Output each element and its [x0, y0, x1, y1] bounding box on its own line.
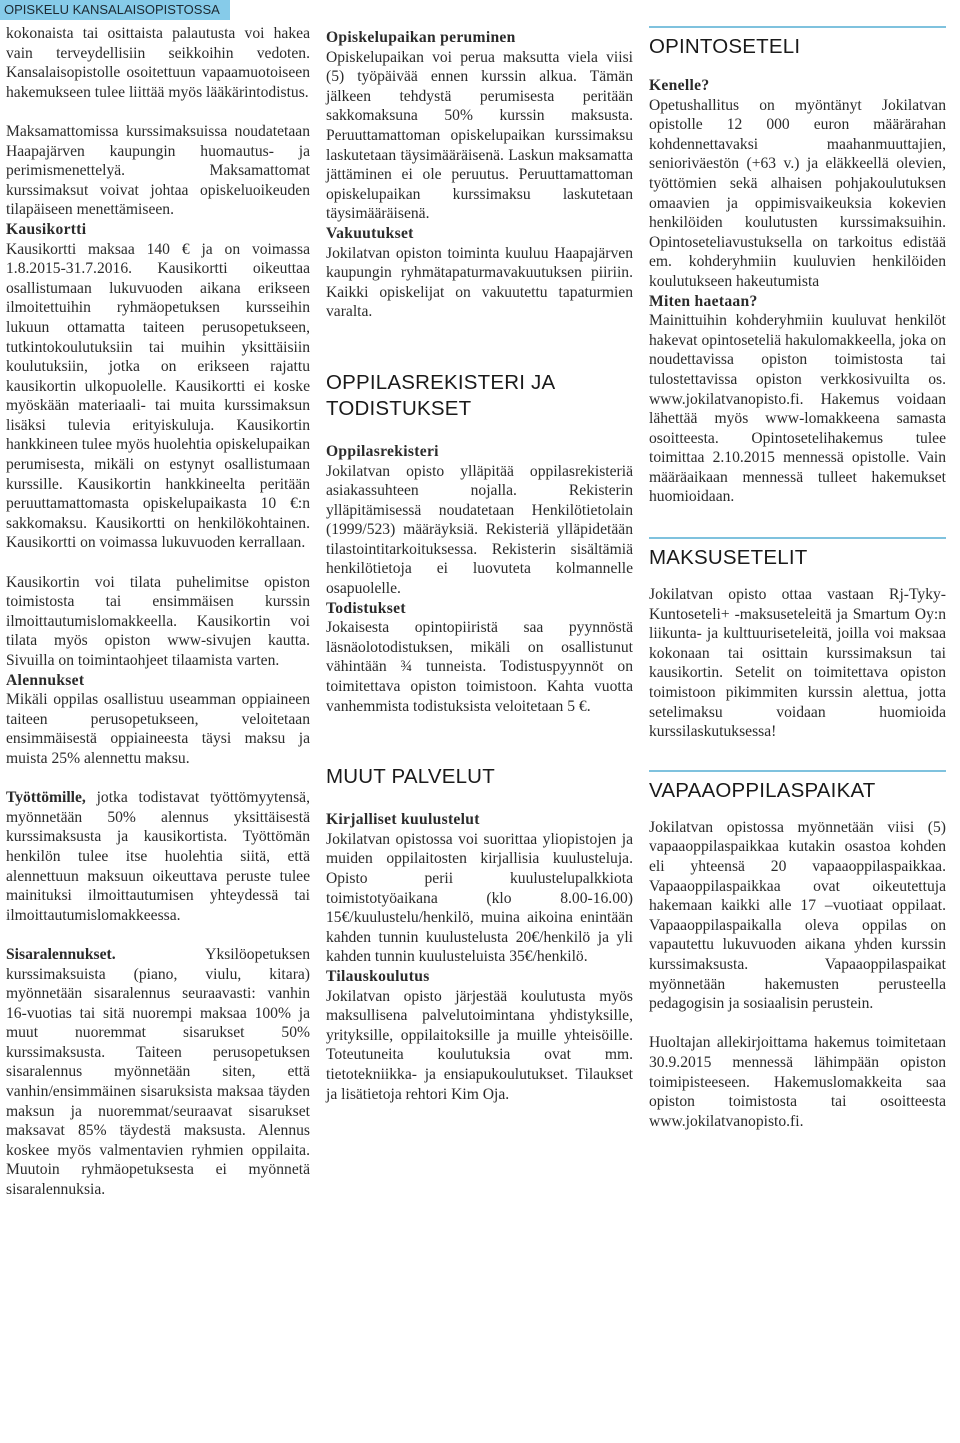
paragraph: Opiskelupaikan voi perua maksutta viela viisi (5) työpäivää ennen kurssin alkua. Tämän jälkeen tehdystä perumisesta peritään sakkomaksuna 50% kurssin maksusta. Peruuttamattoman opiskelupaikan kurssimaksu laskutetaan täysimääräisenä. Laskun maksamatta jättäminen ei ole peruutus. Peruuttamattoman opiskelupaikan kurssimaksu laskutetaan täysimääräisenä. [326, 48, 633, 223]
section-title-vapaaoppilaspaikat: VAPAAOPPILASPAIKAT [649, 770, 946, 804]
paragraph-tyottomille [6, 788, 310, 925]
paragraph: Jokilatvan opisto järjestää koulutusta myös maksullisena palvelutoimintana yhdistyksille, yrityksille, oppilaitoksille ja muille yhteisöille. Toteutuneita koulutuksia ovat mm. tietotekniikka- ja ensiapukoulutukset. Tilaukset ja lisätietoja rehtori Kim Oja. [326, 987, 633, 1103]
column-left [0, 24, 318, 1200]
subheading-vakuutukset: Vakuutukset [326, 224, 414, 242]
paragraph-text: Yksilöopetuksen kurssimaksuista (piano, viulu, kitara) myönnetään sisaralennus seuraavasti: vanhin 16-vuotias tai sitä nuorempi maksaa 100% ja muut nuoremmat sisarukset 50% kurssimaksusta. Taiteen perusopetuksen sisaralennus myönnetään siten, että vanhin/ensimmäinen sisaruksista maksaa täyden maksun ja nuoremmat/seuraavat sisarukset maksavat 85% täydestä maksusta. Alennus koskee myös valmentavien ryhmien oppilaita. Muutoin ryhmäopetuksesta ei myönnetä sisaralennuksia. [6, 945, 310, 1199]
inline-lead-sisaralennukset: Sisaralennukset. [6, 945, 116, 963]
column-middle [321, 28, 639, 1104]
section-title-opintoseteli: OPINTOSETELI [649, 26, 946, 60]
paragraph: Opetushallitus on myöntänyt Jokilatvan opistolle 12 000 euron määrärahan kohdennettavaksi maahanmuuttajien, senioriväestön (+63 v.) ja eläkkeellä olevien, työttömien sekä alhaisen pohjakoulutuksen omaavien ja oppimisvaikeuksia kokevien henkilöiden koulutusten kurssimaksuihin. Opintoseteliavustuksella on tarkoitus edistää em. kohderyhmiin kuuluvien henkilöiden koulutukseen hakeutumista [649, 96, 946, 290]
subheading-alennukset: Alennukset [6, 671, 85, 689]
column-right [642, 26, 960, 1131]
paragraph: Jokilatvan opisto ottaa vastaan Rj-Tyky-Kuntoseteli+ -maksuseteleitä ja Smartum Oy:n liikunta- ja kulttuuriseteleitä, joilla voi maksaa kokonaan tai osittain kurssimaksun tai kausikortin. Setelit on toimitettava opiston toimistoon pikimmiten kurssin alettua, jotta setelimaksu voidaan huomioida kurssilaskutuksessa! [649, 586, 946, 741]
paragraph-text: jotka todistavat työttömyytensä, myönnetään 50% alennus yksittäisestä kurssimaksusta ja kausikortista. Työttömän henkilön tulee itse huolehtia siitä, että alennettuun maksuun oikeuttava peruste tulee mainituksi ilmoittautumisen yhteydessä tai ilmoittautumislomakkeessa. [6, 789, 310, 924]
paragraph: Jokilatvan opiston toiminta kuuluu Haapajärven kaupungin ryhmätapaturmavakuutuksen piiriin. Kaikki opiskelijat on vakuutettu tapaturmien varalta. [326, 244, 633, 321]
inline-lead-tyottomille: Työttömille, [6, 789, 86, 807]
subheading-miten-haetaan: Miten haetaan? [649, 292, 758, 310]
subheading-todistukset: Todistukset [326, 599, 406, 617]
paragraph: Jokaisesta opintopiiristä saa pyynnöstä läsnäolotodistuksen, mikäli on osallistunut vähintään ¾ tunneista. Todistuspyynnöt on toimitettava opiston toimistoon. Kahta vuotta vanhemmista todistuksista veloitetaan 5 €. [326, 619, 633, 715]
paragraph: Jokilatvan opisto ylläpitää oppilasrekisteriä asiakassuhteen nojalla. Rekisterin ylläpitämisessä noudatetaan Henkilötietolain (1999/523) määräyksiä. Rekisteriä ylläpidetään tilastointitarkoituksessa. Rekisterin sisältämiä henkilötietoja ei luovuteta kolmannelle osapuolelle. [326, 462, 633, 598]
subheading-peruminen: Opiskelupaikan peruminen [326, 29, 516, 46]
paragraph: Mikäli oppilas osallistuu useamman oppiaineen taiteen perusopetukseen, veloitetaan ensimmäisestä oppiaineesta täysi maksu ja muista 25% alennettu maksu. [6, 691, 310, 767]
paragraph: Mainittuihin kohderyhmiin kuuluvat henkilöt hakevat opintoseteliä hakulomakkeella, joka on noudettavissa opiston toimistosta tai tulostettavissa opiston verkkosivuilta os. www.jokilatvanopisto.fi. Hakemus voidaan lähettää myös www-lomakkeena samasta osoitteesta. Opintosetelihakemus tulee toimittaa 2.10.2015 mennessä opistolle. Vain määräaikaan mennessä tulleet hakemukset huomioidaan. [649, 312, 946, 506]
running-header: OPISKELU KANSALAISOPISTOSSA [0, 0, 230, 20]
subheading-kuulustelut: Kirjalliset kuulustelut [326, 811, 480, 829]
paragraph: Huoltajan allekirjoittama hakemus toimitetaan 30.9.2015 mennessä lähimpään opiston toimipisteeseen. Hakemuslomakkeita saa opiston toimistosta tai osoitteesta www.jokilatvanopisto.fi. [649, 1034, 946, 1130]
paragraph: Kausikortti maksaa 140 € ja on voimassa 1.8.2015-31.7.2016. Kausikortti oikeuttaa osallistumaan lukuvuoden aikana erikseen ilmoitettuihin ryhmäopetuksen kursseihin lukuun ottamatta taiteen perusopetukseen, tutkintokoulutuksiin tai muihin yksittäisiin koulutuksiin, jotka on erikseen rajattu kausikortin ulkopuolelle. Kausikortti ei koske myöskään materiaali- tai muita kurssimaksun lisäksi tulevia erityiskuluja. Kausikortin hankkineen tulee myös huolehtia opiskelupaikan perumisesta, mikäli on estynyt osallistumaan kurssille. Kausikortin hankkineelta peritään peruuttamattomasta opiskelupaikasta 10 €:n sakkomaksu. Kausikortti on henkilökohtainen. Kausikortti on voimassa lukuvuoden kerrallaan. [6, 240, 311, 552]
section-title-muut-palvelut: MUUT PALVELUT [326, 765, 495, 789]
paragraph: Maksamattomissa kurssimaksuissa noudatetaan Haapajärven kaupungin huomautus- ja perimismenettelyä. Maksamattomat kurssimaksut voivat johtaa opiskeluoikeuden tilapäiseen menettämiseen. [6, 122, 310, 219]
subheading-oppilasrekisteri: Oppilasrekisteri [326, 442, 439, 460]
paragraph: Jokilatvan opistossa voi suorittaa yliopistojen ja muiden oppilaitosten kirjallisia kuulusteluja. Opisto perii kuulustelupalkkiota toimistotyöaikana (klo 8.00-16.00) 15€/kuulustelu/henkilö, muina aikoina enintään kahden tunnin kuulustelusta 20€/henkilö ja yli kahden tunnin kuulusteluista 35€/henkilö. [326, 830, 633, 966]
paragraph: kokonaista tai osittaista palautusta voi hakea vain terveydellisiin seikkoihin vedoten. Kansalaisopistolle osoitettuun vapaamuotoiseen hakemukseen tulee liittää myös lääkärintodistus. [6, 25, 310, 101]
section-title-maksusetelit: MAKSUSETELIT [649, 537, 946, 571]
paragraph: Kausikortin voi tilata puhelimitse opiston toimistosta tai ensimmäisen kurssin ilmoittautumislomakkeella. Kausikortin voi tilata myös opiston www-sivujen kautta. Sivuilla on toimintaohjeet tilaamista varten. [6, 573, 310, 669]
subheading-tilauskoulutus: Tilauskoulutus [326, 967, 430, 985]
paragraph-sisaralennukset [6, 945, 310, 1200]
paragraph: Jokilatvan opistossa myönnetään viisi (5) vapaaoppilaspaikkaa kutakin osastoa kohden eli yhteensä 20 vapaaoppilaspaikkaa. Vapaaoppilaspaikkaa ovat oikeutettuja hakemaan kaikki alle 17 –vuotiaat oppilaat. Vapaaoppilaspaikalla oleva oppilas on vapautettu lukuvuoden aikana yhden kurssin kurssimaksusta. Vapaaoppilaspaikat myönnetään hakemusten perusteella pedagogisin ja sosiaalisin perustein. [649, 818, 946, 1013]
subheading-kausikortti: Kausikortti [6, 220, 87, 238]
section-title-oppilasrekisteri: OPPILASREKISTERI JA TODISTUKSET [326, 370, 555, 420]
subheading-kenelle: Kenelle? [649, 77, 710, 94]
